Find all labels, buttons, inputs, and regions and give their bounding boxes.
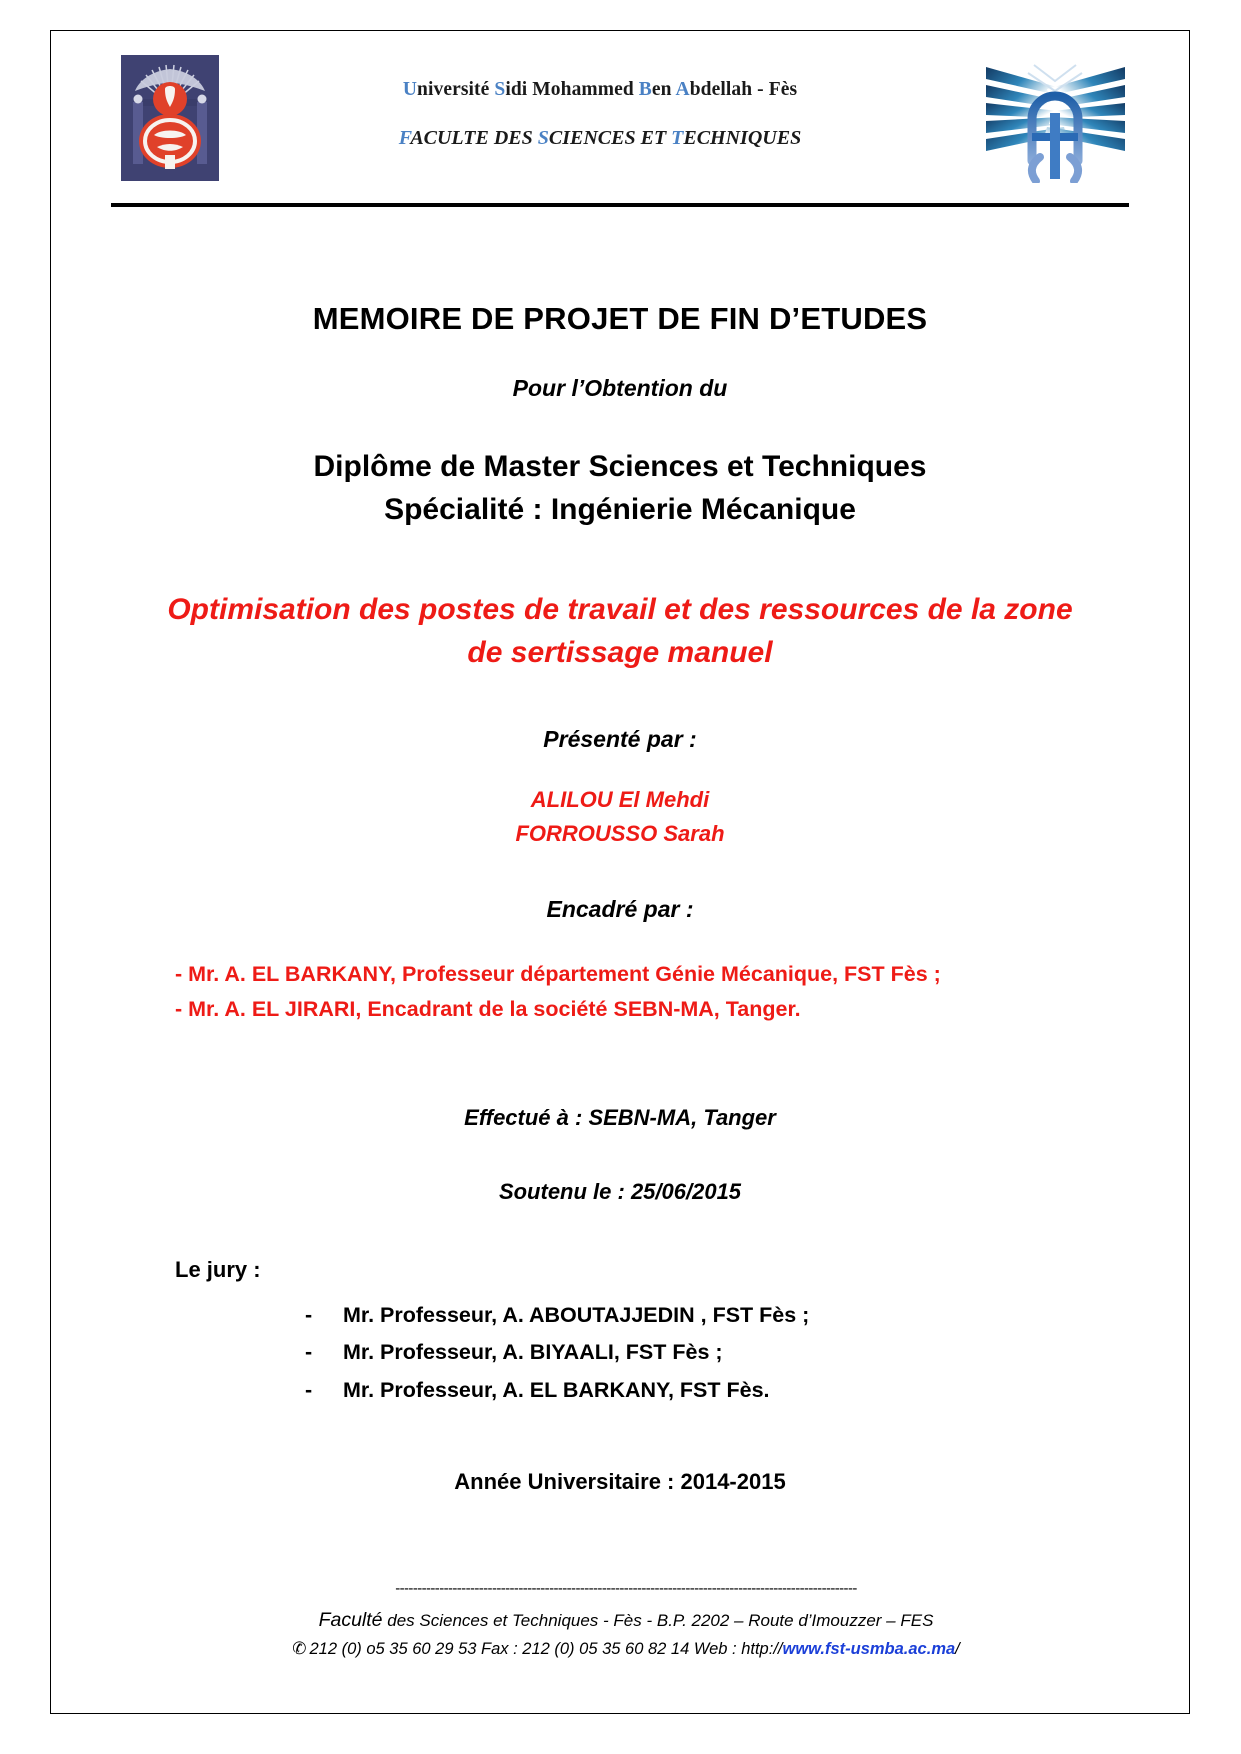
jury-section bbox=[97, 1257, 1143, 1409]
header-institution-text bbox=[241, 79, 959, 150]
footer-divider: --------------------------------------------------------------------------------------------------------- bbox=[395, 1580, 857, 1597]
internship-location: Effectué à : SEBN-MA, Tanger bbox=[464, 1104, 776, 1130]
defense-date: Soutenu le : 25/06/2015 bbox=[498, 1178, 742, 1204]
jury-label: Le jury : bbox=[175, 1256, 261, 1282]
footer-contact bbox=[121, 1639, 1131, 1659]
document-page bbox=[50, 30, 1190, 1714]
footer-address-rest: des Sciences et Techniques - Fès - B.P. 2202 – Route d’Imouzzer – FES bbox=[382, 1611, 934, 1630]
faculty-name: FACULTE DES SCIENCES ET TECHNIQUES bbox=[398, 127, 802, 149]
diploma-block bbox=[97, 446, 1143, 531]
academic-year: Année Universitaire : 2014-2015 bbox=[454, 1469, 786, 1495]
diploma-line-1: Diplôme de Master Sciences et Techniques bbox=[313, 450, 927, 483]
author-name: ALILOU El Mehdi bbox=[530, 787, 710, 813]
jury-member-row bbox=[305, 1297, 1143, 1334]
cover-content bbox=[97, 205, 1143, 1495]
jury-member-name: Mr. Professeur, A. ABOUTAJJEDIN , FST Fès ; bbox=[343, 1302, 810, 1327]
jury-bullet-dash: - bbox=[305, 1302, 313, 1327]
phone-icon: ✆ bbox=[292, 1639, 307, 1658]
jury-member-row bbox=[305, 1372, 1143, 1409]
presented-by-label: Présenté par : bbox=[543, 726, 697, 753]
page-footer bbox=[121, 1581, 1131, 1660]
footer-url-suffix: / bbox=[955, 1640, 960, 1658]
supervised-by-label: Encadré par : bbox=[546, 896, 694, 923]
jury-member-row bbox=[305, 1334, 1143, 1371]
jury-member-name: Mr. Professeur, A. BIYAALI, FST Fès ; bbox=[343, 1340, 723, 1365]
usmba-university-seal-logo bbox=[121, 55, 219, 181]
supervisor-item: - Mr. A. EL BARKANY, Professeur département Génie Mécanique, FST Fès ; bbox=[175, 962, 941, 987]
diploma-line-2: Spécialité : Ingénierie Mécanique bbox=[384, 492, 856, 526]
footer-website-link[interactable]: www.fst-usmba.ac.ma bbox=[782, 1640, 956, 1658]
footer-address bbox=[121, 1609, 1131, 1632]
jury-bullet-dash: - bbox=[305, 1377, 313, 1402]
project-title-line-1: Optimisation des postes de travail et des ressources de la zone bbox=[167, 593, 1073, 627]
university-name: Université Sidi Mohammed Ben Abdellah - Fès bbox=[402, 79, 798, 100]
author-name: FORROUSSO Sarah bbox=[515, 820, 725, 846]
footer-faculty-word: Faculté bbox=[318, 1609, 383, 1631]
project-title-line-2: de sertissage manuel bbox=[467, 635, 773, 669]
jury-members-list bbox=[97, 1297, 1143, 1409]
jury-member-name: Mr. Professeur, A. EL BARKANY, FST Fès. bbox=[343, 1377, 770, 1402]
supervisors-list bbox=[97, 957, 1143, 1027]
authors-list bbox=[97, 783, 1143, 850]
jury-bullet-dash: - bbox=[305, 1340, 313, 1365]
footer-contact-text: 212 (0) o5 35 60 29 53 Fax : 212 (0) 05 35 60 82 14 Web : http:// bbox=[309, 1640, 783, 1658]
supervisor-item: - Mr. A. EL JIRARI, Encadrant de la société SEBN-MA, Tanger. bbox=[175, 997, 801, 1022]
fst-faculty-logo bbox=[968, 53, 1143, 183]
page-title: MEMOIRE DE PROJET DE FIN D’ETUDES bbox=[312, 301, 928, 336]
project-title bbox=[97, 589, 1143, 674]
document-header bbox=[81, 53, 1159, 205]
subtitle-pour-obtention: Pour l’Obtention du bbox=[512, 375, 728, 401]
